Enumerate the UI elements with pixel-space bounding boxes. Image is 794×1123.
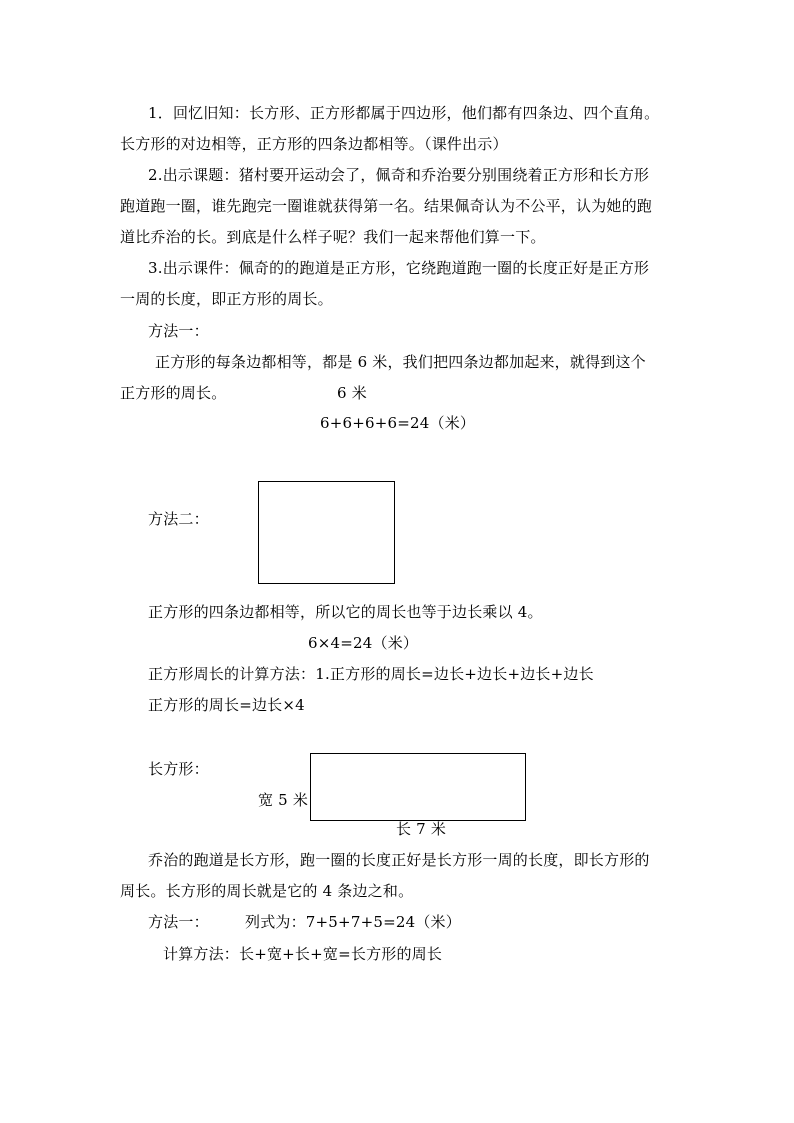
rectangle-method1-title: 方法一：	[148, 913, 209, 931]
square-sum-formula: 6+6+6+6=24（米）	[320, 414, 476, 432]
square-product-formula: 6×4=24（米）	[308, 634, 419, 652]
square-calc-method-2: 正方形的周长=边长×4	[148, 696, 305, 714]
rectangle-length-label: 长 7 米	[396, 820, 447, 838]
intro-line-3: 2.出示课题：猪村要开运动会了，佩奇和乔治要分别围绕着正方形和长方形	[148, 166, 650, 184]
rectangle-text-line-2: 周长。长方形的周长就是它的 4 条边之和。	[120, 882, 414, 900]
rectangle-calc-method: 计算方法：长+宽+长+宽=长方形的周长	[163, 945, 443, 963]
square-calc-method: 正方形周长的计算方法：1.正方形的周长=边长+边长+边长+边长	[148, 665, 594, 683]
intro-line-1: 1．回忆旧知：长方形、正方形都属于四边形，他们都有四条边、四个直角。	[148, 104, 660, 122]
square-method2-title: 方法二：	[148, 510, 209, 528]
intro-line-4: 跑道跑一圈，谁先跑完一圈谁就获得第一名。结果佩奇认为不公平，认为她的跑	[120, 197, 653, 215]
rectangle-method1-formula: 列式为：7+5+7+5=24（米）	[245, 913, 461, 931]
rectangle-title: 长方形：	[148, 760, 209, 778]
square-method1-title: 方法一：	[148, 322, 209, 340]
rectangle-shape	[310, 753, 526, 821]
square-method2-text: 正方形的四条边都相等，所以它的周长也等于边长乘以 4。	[148, 603, 543, 621]
intro-line-7: 一周的长度，即正方形的周长。	[120, 290, 333, 308]
intro-line-5: 道比乔治的长。到底是什么样子呢？我们一起来帮他们算一下。	[120, 228, 546, 246]
intro-line-6: 3.出示课件：佩奇的的跑道是正方形，它绕跑道跑一圈的长度正好是正方形	[148, 259, 650, 277]
intro-line-2: 长方形的对边相等，正方形的四条边都相等。（课件出示）	[120, 135, 508, 153]
rectangle-text-line-1: 乔治的跑道是长方形，跑一圈的长度正好是长方形一周的长度，即长方形的	[148, 851, 650, 869]
square-method1-line2: 正方形的周长。	[120, 384, 227, 402]
square-method1-line1: 正方形的每条边都相等，都是 6 米，我们把四条边都加起来，就得到这个	[155, 353, 646, 371]
square-shape	[258, 481, 395, 584]
rectangle-width-label: 宽 5 米	[258, 791, 309, 809]
square-side-label: 6 米	[337, 384, 367, 402]
